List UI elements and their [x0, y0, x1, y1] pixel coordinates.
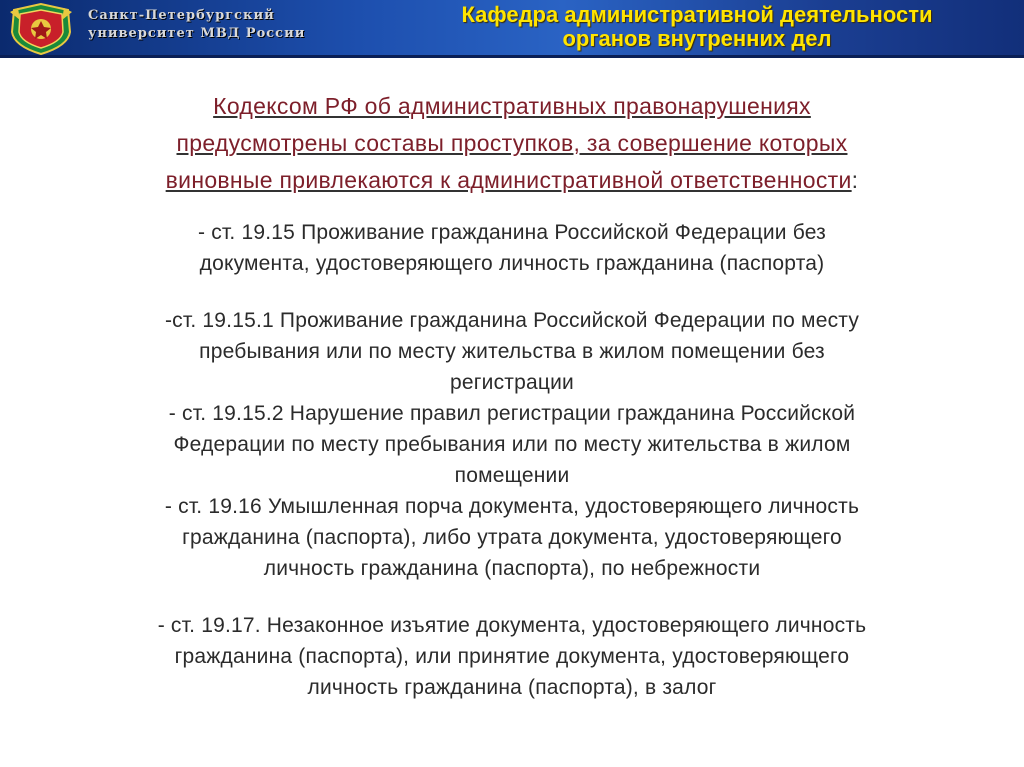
article-line: пребывания или по месту жительства в жилом помещении без [199, 340, 825, 363]
intro-paragraph [60, 88, 964, 199]
department-title-line2: органов внутренних дел [562, 26, 832, 51]
university-name-line2: университет МВД России [88, 26, 306, 41]
article-line: - ст. 19.17. Незаконное изъятие документа, удостоверяющего личность [157, 614, 867, 637]
article-line: гражданина (паспорта), или принятие документа, удостоверяющего [174, 645, 850, 668]
article-line: гражданина (паспорта), либо утрата документа, удостоверяющего [182, 526, 842, 549]
article-line: помещении [454, 464, 570, 487]
article-line: -ст. 19.15.1 Проживание гражданина Российской Федерации по месту [164, 309, 860, 332]
department-title-line1: Кафедра административной деятельности [461, 2, 933, 27]
university-emblem-icon [6, 2, 76, 56]
intro-line2: предусмотрены составы проступков, за совершение которых [176, 130, 848, 156]
intro-colon: : [851, 167, 859, 193]
article-line: личность гражданина (паспорта), в залог [307, 676, 717, 699]
article-19-15-2 [60, 398, 964, 491]
slide-body [60, 88, 964, 703]
article-19-15 [60, 217, 964, 279]
article-line: - ст. 19.15 Проживание гражданина Российской Федерации без [198, 221, 826, 244]
article-line: - ст. 19.16 Умышленная порча документа, удостоверяющего личность [164, 495, 860, 518]
intro-line3: виновные привлекаются к административной ответственности [165, 167, 852, 193]
article-line: - ст. 19.15.2 Нарушение правил регистрации гражданина Российской [168, 402, 856, 425]
article-19-15-1 [60, 305, 964, 398]
intro-line1: Кодексом РФ об административных правонарушениях [213, 93, 811, 119]
article-line: документа, удостоверяющего личность гражданина (паспорта) [199, 252, 825, 275]
article-line: Федерации по месту пребывания или по месту жительства в жилом [173, 433, 851, 456]
article-19-17 [60, 610, 964, 703]
article-line: регистрации [450, 371, 574, 394]
article-19-16 [60, 491, 964, 584]
department-title [380, 3, 1014, 51]
slide-header [0, 0, 1024, 58]
university-name-line1: Санкт-Петербургский [88, 8, 275, 23]
university-name [88, 7, 305, 43]
article-line: личность гражданина (паспорта), по небрежности [263, 557, 761, 580]
